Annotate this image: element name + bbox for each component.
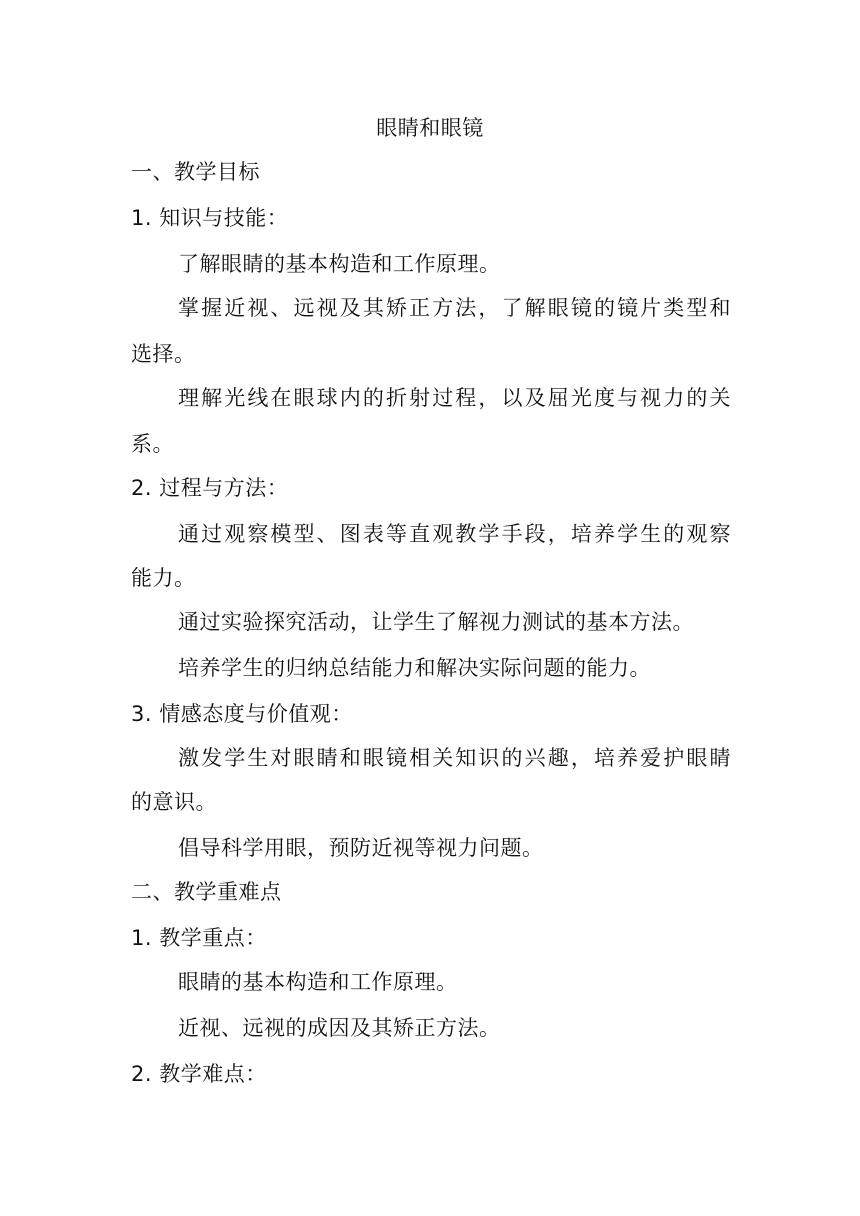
paragraph-line: 通过实验探究活动，让学生了解视力测试的基本方法。 — [178, 610, 694, 634]
paragraph-line: 能力。 — [131, 566, 196, 590]
paragraph-line: 了解眼睛的基本构造和工作原理。 — [178, 252, 501, 276]
paragraph-line: 通过观察模型、图表等直观教学手段，培养学生的观察 — [178, 522, 731, 546]
paragraph-line: 系。 — [131, 432, 174, 456]
paragraph-line: 倡导科学用眼，预防近视等视力问题。 — [178, 836, 544, 860]
paragraph-line: 的意识。 — [131, 790, 217, 814]
subheading-attitude-values: 3. 情感态度与价值观： — [131, 702, 353, 726]
paragraph-line: 激发学生对眼睛和眼镜相关知识的兴趣，培养爱护眼睛 — [178, 746, 731, 770]
paragraph-line: 掌握近视、远视及其矫正方法，了解眼镜的镜片类型和 — [178, 296, 731, 320]
paragraph-line: 理解光线在眼球内的折射过程，以及屈光度与视力的关 — [178, 386, 731, 410]
subheading-key-points: 1. 教学重点： — [131, 926, 267, 950]
subheading-difficult-points: 2. 教学难点： — [131, 1062, 267, 1086]
document-title: 眼睛和眼镜 — [376, 116, 484, 140]
paragraph-line: 近视、远视的成因及其矫正方法。 — [178, 1016, 501, 1040]
paragraph-line: 选择。 — [131, 342, 196, 366]
section-heading-key-difficult-points: 二、教学重难点 — [131, 880, 282, 904]
paragraph-line: 培养学生的归纳总结能力和解决实际问题的能力。 — [178, 656, 651, 680]
paragraph-line: 眼睛的基本构造和工作原理。 — [178, 970, 458, 994]
subheading-process-methods: 2. 过程与方法： — [131, 476, 289, 500]
section-heading-objectives: 一、教学目标 — [131, 160, 260, 184]
subheading-knowledge-skills: 1. 知识与技能： — [131, 206, 289, 230]
